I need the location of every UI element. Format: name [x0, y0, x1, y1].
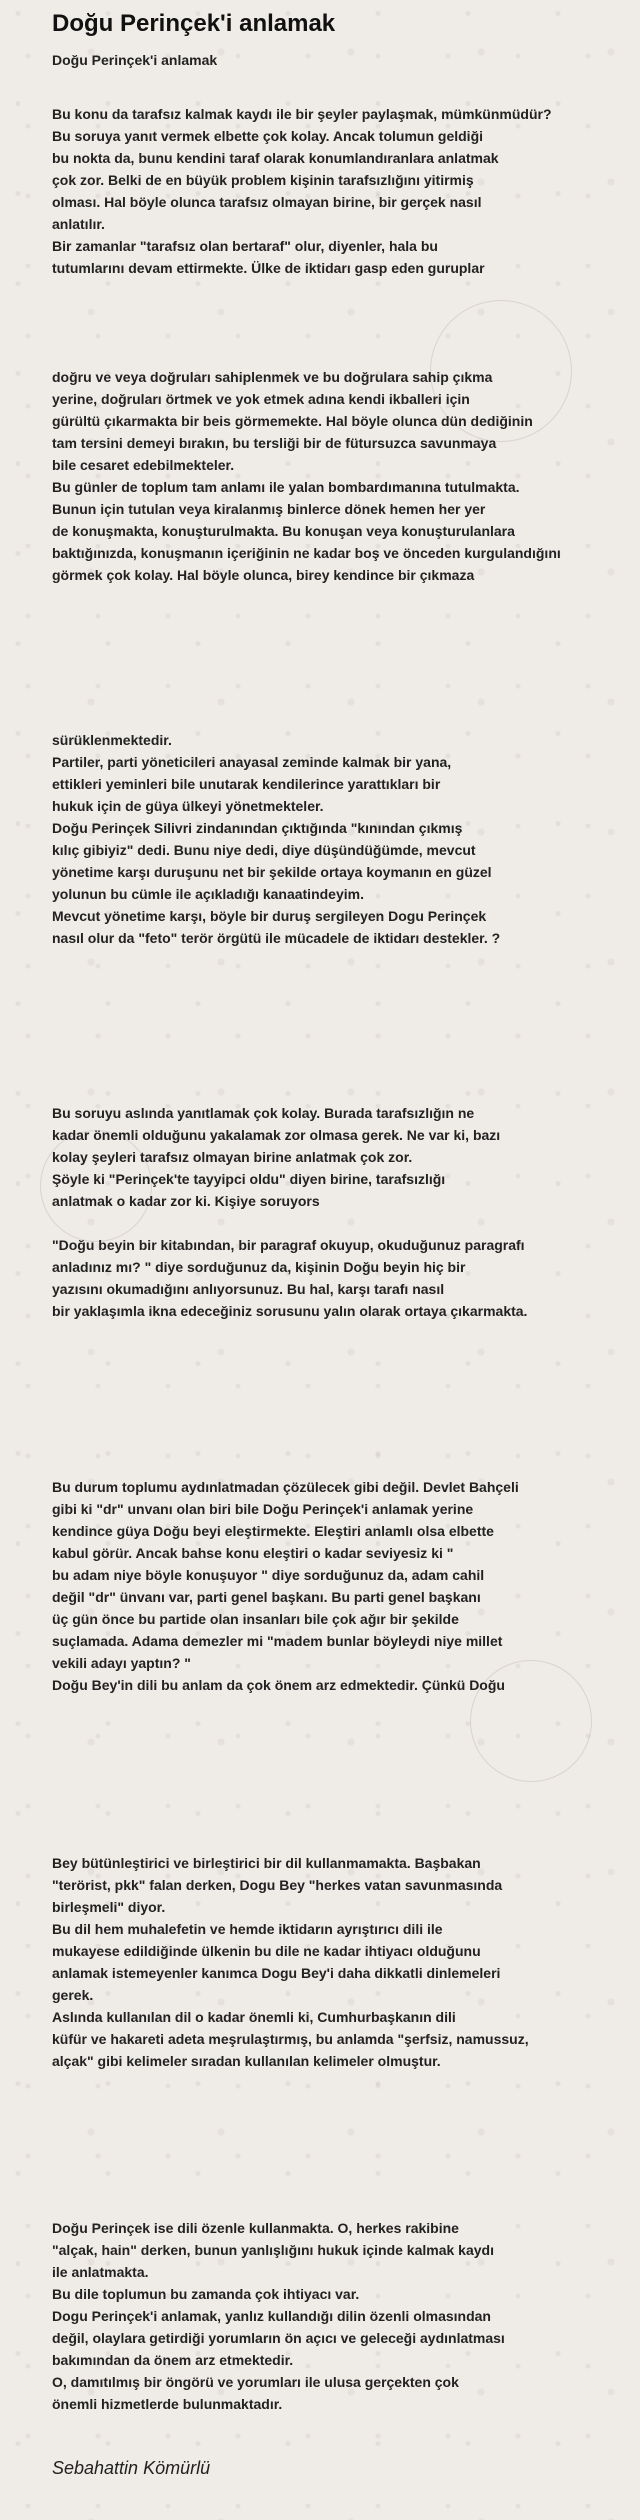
author-signature: Sebahattin Kömürlü — [52, 2458, 211, 2478]
poem-line: üç gün önce bu partide olan insanları bile çok ağır bir şekilde — [52, 1611, 459, 1627]
poem-line: bir yaklaşımla ikna edeceğiniz sorusunu yalın olarak ortaya çıkarmakta. — [52, 1303, 528, 1319]
poem-line: kolay şeyleri tarafsız olmayan birine anlatmak çok zor. — [52, 1149, 413, 1165]
poem-line: Bu soruyu aslında yanıtlamak çok kolay. Burada tarafsızlığın ne — [52, 1105, 475, 1121]
poem-line: alçak" gibi kelimeler sıradan kullanılan kelimeler olmuştur. — [52, 2053, 441, 2069]
poem-line: ettikleri yeminleri bile unutarak kendilerince yarattıkları bir — [52, 776, 441, 792]
poem-line: de konuşmakta, konuşturulmakta. Bu konuşan veya konuşturulanlara — [52, 523, 515, 539]
poem-line: yolunun bu cümle ile açıkladığı kanaatindeyim. — [52, 886, 364, 902]
poem-line: tam tersini demeyi bırakın, bu tersliği bir de fütursuzca savunmaya — [52, 435, 497, 451]
poem-line: Aslında kullanılan dil o kadar önemli ki, Cumhurbaşkanın dili — [52, 2009, 456, 2025]
poem-line: gürültü çıkarmakta bir beis görmemekte. Hal böyle olunca dün dediğinin — [52, 413, 533, 429]
poem-line: Dogu Perinçek'i anlamak, yanlız kullandığı dilin özenli olmasından — [52, 2308, 491, 2324]
poem-line: Doğu Perinçek Silivri zindanından çıktığında "kınından çıkmış — [52, 820, 463, 836]
stanza-3 — [52, 729, 638, 949]
poem-line: kadar önemli olduğunu yakalamak zor olmasa gerek. Ne var ki, bazı — [52, 1127, 501, 1143]
poem-line: O, damıtılmış bir öngörü ve yorumları ile ulusa gerçekten çok — [52, 2374, 459, 2390]
poem-line: çok zor. Belki de en büyük problem kişinin tarafsızlığını yitirmiş — [52, 172, 474, 188]
poem-line: Doğu Bey'in dili bu anlam da çok önem arz edmektedir. Çünkü Doğu — [52, 1677, 505, 1693]
poem-line: Şöyle ki "Perinçek'te tayyipci oldu" diyen birine, tarafsızlığı — [52, 1171, 446, 1187]
poem-line: "alçak, hain" derken, bunun yanlışlığını hukuk içinde kalmak kaydı — [52, 2242, 494, 2258]
poem-subtitle: Doğu Perinçek'i anlamak — [52, 52, 218, 68]
poem-line: Mevcut yönetime karşı, böyle bir duruş sergileyen Dogu Perinçek — [52, 908, 487, 924]
poem-line: bile cesaret edebilmekteler. — [52, 457, 235, 473]
poem-line: suçlamada. Adama demezler mi "madem bunlar böyleydi niye millet — [52, 1633, 503, 1649]
poem-line: sürüklenmektedir. — [52, 732, 172, 748]
poem-line: Bu durum toplumu aydınlatmadan çözülecek gibi değil. Devlet Bahçeli — [52, 1479, 519, 1495]
poem-line: kılıç gibiyiz" dedi. Bunu niye dedi, diye düşündüğümde, mevcut — [52, 842, 476, 858]
poem-line: Partiler, parti yöneticileri anayasal zeminde kalmak bir yana, — [52, 754, 452, 770]
poem-line: Bu konu da tarafsız kalmak kaydı ile bir şeyler paylaşmak, mümkünmüdür? — [52, 106, 552, 122]
poem-line: doğru ve veya doğruları sahiplenmek ve bu doğrulara sahip çıkma — [52, 369, 493, 385]
poem-line: baktığınızda, konuşmanın içeriğinin ne kadar boş ve önceden kurgulandığını — [52, 545, 561, 561]
poem-line: Bu soruya yanıt vermek elbette çok kolay. Ancak tolumun geldiği — [52, 128, 484, 144]
poem-line: Bunun için tutulan veya kiralanmış binlerce dönek hemen her yer — [52, 501, 486, 517]
poem-line: nasıl olur da "feto" terör örgütü ile mücadele de iktidarı destekler. ? — [52, 930, 501, 946]
poem-line: Bey bütünleştirici ve birleştirici bir dil kullanmamakta. Başbakan — [52, 1855, 481, 1871]
poem-line: olması. Hal böyle olunca tarafsız olmayan birine, bir gerçek nasıl — [52, 194, 482, 210]
poem-line: önemli hizmetlerde bulunmaktadır. — [52, 2396, 283, 2412]
poem-line: "Doğu beyin bir kitabından, bir paragraf okuyup, okuduğunuz paragrafı — [52, 1237, 525, 1253]
poem-line: küfür ve hakareti adeta meşrulaştırmış, bu anlamda "şerfsiz, namussuz, — [52, 2031, 529, 2047]
poem-line: anlamak istemeyenler kanımca Dogu Bey'i daha dikkatli dinlemeleri — [52, 1965, 501, 1981]
poem-line: yerine, doğruları örtmek ve yok etmek adına kendi ikballeri için — [52, 391, 470, 407]
poem-line: değil "dr" ünvanı var, parti genel başkanı. Bu parti genel başkanı — [52, 1589, 481, 1605]
stanza-6 — [52, 1852, 638, 2072]
poem-line: anlatmak o kadar zor ki. Kişiye soruyors — [52, 1193, 320, 1209]
poem-line: hukuk için de güya ülkeyi yönetmekteler. — [52, 798, 324, 814]
poem-line: gibi ki "dr" unvanı olan biri bile Doğu Perinçek'i anlamak yerine — [52, 1501, 474, 1517]
poem-line: kendince güya Doğu beyi eleştirmekte. Eleştiri anlamlı olsa elbette — [52, 1523, 494, 1539]
poem-line: bakımından da önem arz etmektedir. — [52, 2352, 294, 2368]
poem-line: anlatılır. — [52, 216, 105, 232]
poem-line: bu nokta da, bunu kendini taraf olarak konumlandıranlara anlatmak — [52, 150, 499, 166]
poem-line: Bu dile toplumun bu zamanda çok ihtiyacı var. — [52, 2286, 360, 2302]
page-title: Doğu Perinçek'i anlamak — [52, 10, 336, 37]
poem-line — [52, 1212, 638, 1234]
poem-line: kabul görür. Ancak bahse konu eleştiri o kadar seviyesiz ki " — [52, 1545, 454, 1561]
poem-line: ile anlatmakta. — [52, 2264, 149, 2280]
poem-line: anladınız mı? " diye sorduğunuz da, kişinin Doğu beyin hiç bir — [52, 1259, 466, 1275]
stanza-7 — [52, 2217, 638, 2415]
stanza-5 — [52, 1476, 638, 1696]
poem-line: Bu dil hem muhalefetin ve hemde iktidarın ayrıştırıcı dili ile — [52, 1921, 443, 1937]
poem-line: Doğu Perinçek ise dili özenle kullanmakta. O, herkes rakibine — [52, 2220, 459, 2236]
poem-line: gerek. — [52, 1987, 94, 2003]
poem-line: vekili adayı yaptın? " — [52, 1655, 191, 1671]
poem-line: birleşmeli" diyor. — [52, 1899, 166, 1915]
poem-line: değil, olaylara getirdiği yorumların ön açıcı ve geleceği aydınlatması — [52, 2330, 505, 2346]
stanza-2 — [52, 366, 638, 586]
poem-line: bu adam niye böyle konuşuyor " diye sorduğunuz da, adam cahil — [52, 1567, 485, 1583]
poem-line: Bu günler de toplum tam anlamı ile yalan bombardımanına tutulmakta. — [52, 479, 520, 495]
poem-line: "terörist, pkk" falan derken, Dogu Bey "herkes vatan savunmasında — [52, 1877, 503, 1893]
stanza-4 — [52, 1102, 638, 1322]
poem-line: tutumlarını devam ettirmekte. Ülke de iktidarı gasp eden guruplar — [52, 260, 485, 276]
poem-line: mukayese edildiğinde ülkenin bu dile ne kadar ihtiyacı olduğunu — [52, 1943, 481, 1959]
poem-line: görmek çok kolay. Hal böyle olunca, birey kendince bir çıkmaza — [52, 567, 475, 583]
stanza-1 — [52, 103, 638, 279]
poem-line: yazısını okumadığını anlıyorsunuz. Bu hal, karşı tarafı nasıl — [52, 1281, 445, 1297]
poem-line: yönetime karşı duruşunu net bir şekilde ortaya koymanın en güzel — [52, 864, 492, 880]
poem-line: Bir zamanlar "tarafsız olan bertaraf" olur, diyenler, hala bu — [52, 238, 438, 254]
